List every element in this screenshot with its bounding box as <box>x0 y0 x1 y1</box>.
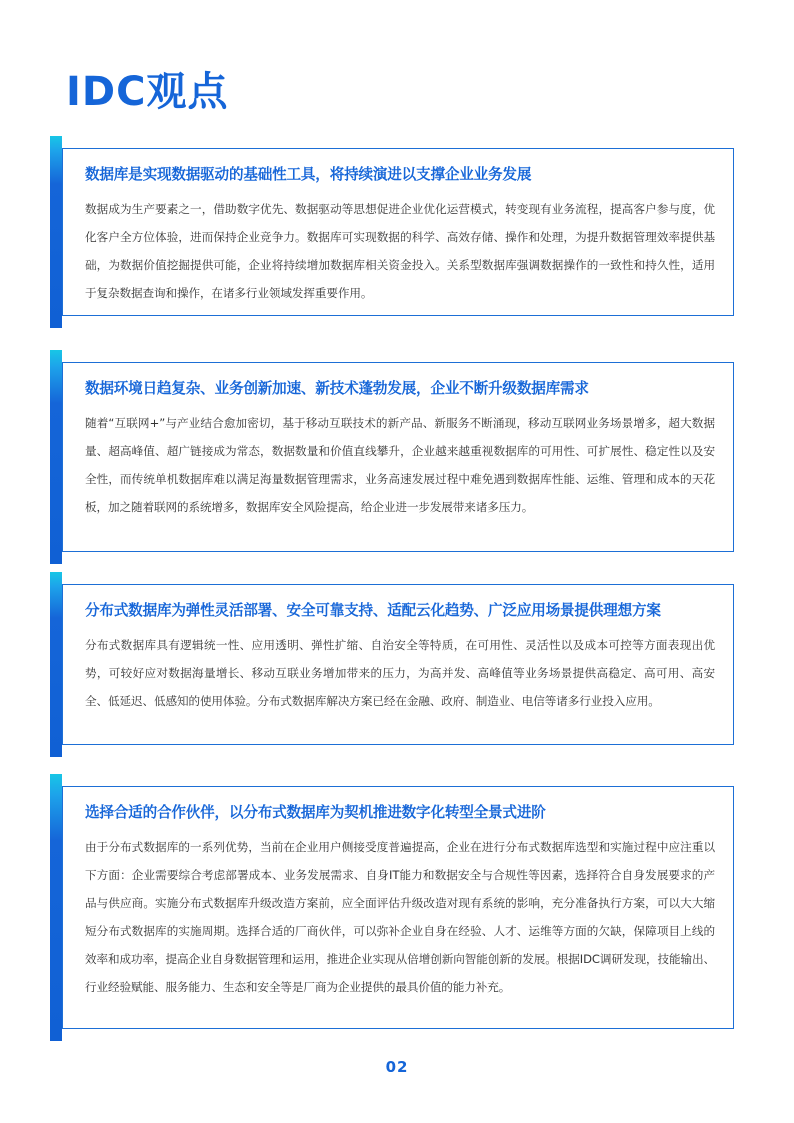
section-box <box>62 148 734 316</box>
section-card-2 <box>50 350 734 564</box>
section-paragraph: 由于分布式数据库的一系列优势，当前在企业用户侧接受度普遍提高，企业在进行分布式数据库选型和实施过程中应注重以下方面：企业需要综合考虑部署成本、业务发展需求、自身IT能力和数据安全与合规性等因素，选择符合自身发展要求的产品与供应商。实施分布式数据库升级改造方案前，应全面评估升级改造对现有系统的影响，充分准备执行方案，可以大大缩短分布式数据库的实施周期。选择合适的厂商伙伴，可以弥补企业自身在经验、人才、运维等方面的欠缺，保障项目上线的效率和成功率，提高企业自身数据管理和运用，推进企业实现从倍增创新向智能创新的发展。根据IDC调研发现，技能输出、行业经验赋能、服务能力、生态和安全等是厂商为企业提供的最具价值的能力补充。 <box>85 840 715 994</box>
section-accent-bar <box>50 350 62 564</box>
page-number: 02 <box>385 1058 409 1076</box>
section-box <box>62 584 734 745</box>
section-paragraph: 随着“互联网+”与产业结合愈加密切，基于移动互联技术的新产品、新服务不断涌现，移动互联网业务场景增多，超大数据量、超高峰值、超广链接成为常态，数据数量和价值直线攀升，企业越来越重视数据库的可用性、可扩展性、稳定性以及安全性，而传统单机数据库难以满足海量数据管理需求，业务高速发展过程中难免遇到数据库性能、运维、管理和成本的天花板，加之随着联网的系统增多，数据库安全风险提高，给企业进一步发展带来诸多压力。 <box>85 416 715 514</box>
section-heading: 数据库是实现数据驱动的基础性工具，将持续演进以支撑企业业务发展 <box>85 166 532 183</box>
section-box <box>62 362 734 552</box>
section-accent-bar <box>50 136 62 328</box>
section-body <box>85 833 715 1001</box>
page-title: IDC观点 <box>66 69 229 115</box>
section-box <box>62 786 734 1029</box>
section-heading: 数据环境日趋复杂、业务创新加速、新技术蓬勃发展，企业不断升级数据库需求 <box>85 380 589 397</box>
section-paragraph: 数据成为生产要素之一，借助数字优先、数据驱动等思想促进企业优化运营模式，转变现有业务流程，提高客户参与度，优化客户全方位体验，进而保持企业竞争力。数据库可实现数据的科学、高效存储、操作和处理，为提升数据管理效率提供基础，为数据价值挖掘提供可能，企业将持续增加数据库相关资金投入。关系型数据库强调数据操作的一致性和持久性，适用于复杂数据查询和操作，在诸多行业领域发挥重要作用。 <box>85 202 715 300</box>
section-paragraph: 分布式数据库具有逻辑统一性、应用透明、弹性扩缩、自治安全等特质，在可用性、灵活性以及成本可控等方面表现出优势，可较好应对数据海量增长、移动互联业务增加带来的压力，为高并发、高峰值等业务场景提供高稳定、高可用、高安全、低延迟、低感知的使用体验。分布式数据库解决方案已经在金融、政府、制造业、电信等诸多行业投入应用。 <box>85 638 715 708</box>
section-card-1 <box>50 136 734 328</box>
section-card-3 <box>50 572 734 757</box>
section-accent-bar <box>50 774 62 1041</box>
section-body <box>85 195 715 307</box>
section-body <box>85 409 715 521</box>
section-heading: 选择合适的合作伙伴，以分布式数据库为契机推进数字化转型全景式进阶 <box>85 804 546 821</box>
section-heading: 分布式数据库为弹性灵活部署、安全可靠支持、适配云化趋势、广泛应用场景提供理想方案 <box>85 602 661 619</box>
section-card-4 <box>50 774 734 1041</box>
section-body <box>85 631 715 715</box>
section-accent-bar <box>50 572 62 757</box>
